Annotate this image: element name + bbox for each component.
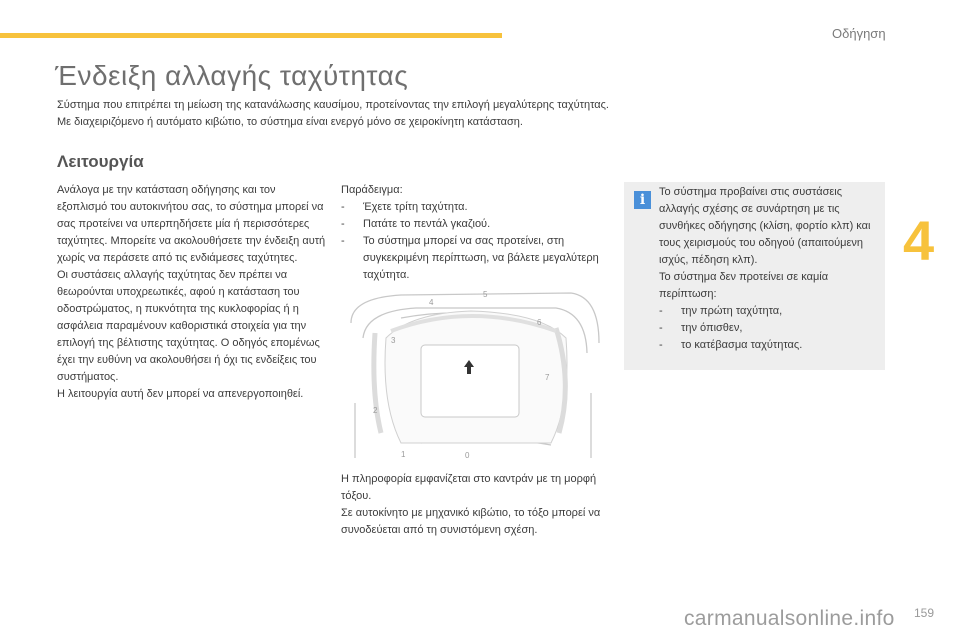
left-column [57, 182, 327, 403]
section-subheading: Λειτουργία [57, 152, 144, 171]
info-paragraph: Το σύστημα προβαίνει στις συστάσεις αλλαγής σχέσης σε συνάρτηση με τις συνθήκες οδήγησης (κλίση, φορτίο κλπ) και τους χειρισμούς του οδηγού (απαιτούμενη ισχύς, πέδηση κλπ). [659, 186, 871, 266]
example-heading: Παράδειγμα: [341, 184, 403, 196]
example-step: - Το σύστημα μπορεί να σας προτείνει, στη συγκεκριμένη περίπτωση, να βάλετε μεγαλύτερη ταχύτητα. [341, 233, 601, 284]
watermark: carmanualsonline.info [684, 607, 895, 630]
page-number: 159 [914, 606, 935, 620]
gauge-number: 2 [373, 406, 378, 415]
figure-caption [341, 471, 601, 539]
gauge-number: 0 [465, 451, 470, 460]
paragraph: Η πληροφορία εμφανίζεται στο καντράν με τη μορφή τόξου. [341, 473, 597, 502]
instrument-cluster-illustration [341, 283, 602, 461]
info-box [624, 182, 885, 370]
info-paragraph: Το σύστημα δεν προτείνει σε καμία περίπτωση: [659, 271, 829, 300]
intro-line: Σύστημα που επιτρέπει τη μείωση της κατανάλωσης καυσίμου, προτείνοντας την επιλογή μεγαλύτερης ταχύτητας. [57, 99, 609, 111]
example-column [341, 182, 601, 284]
intro-line: Με διαχειριζόμενο ή αυτόματο κιβώτιο, το σύστημα είναι ενεργό μόνο σε χειροκίνητη κατάσταση. [57, 116, 523, 128]
paragraph: Οι συστάσεις αλλαγής ταχύτητας δεν πρέπει να θεωρούνται υποχρεωτικές, αφού η κατάσταση του οδοστρώματος, η πυκνότητα της κυκλοφορίας ή η ασφάλεια παραμένουν καθοριστικά στοιχεία για την επιλογή της βέλτιστης ταχύτητας. Ο οδηγός επομένως έχει την ευθύνη να ακολουθήσει ή όχι τις ενδείξεις του συστήματος. [57, 269, 320, 383]
example-steps [341, 199, 601, 284]
info-text [659, 184, 874, 354]
example-step: - Έχετε τρίτη ταχύτητα. [341, 199, 601, 216]
gauge-number: 4 [429, 298, 434, 307]
gauge-number: 3 [391, 336, 396, 345]
intro-text [57, 97, 737, 131]
info-list-item: - το κατέβασμα ταχύτητας. [659, 337, 874, 354]
page-title: Ένδειξη αλλαγής ταχύτητας [55, 60, 409, 91]
info-list-item: - την πρώτη ταχύτητα, [659, 303, 874, 320]
info-icon: i [634, 191, 651, 209]
paragraph: Η λειτουργία αυτή δεν μπορεί να απενεργοποιηθεί. [57, 388, 304, 400]
gauge-number: 5 [483, 290, 488, 299]
paragraph: Σε αυτοκίνητο με μηχανικό κιβώτιο, το τόξο μπορεί να συνοδεύεται από τη συνιστόμενη σχέση. [341, 507, 601, 536]
example-step: - Πατάτε το πεντάλ γκαζιού. [341, 216, 601, 233]
section-header: Οδήγηση [832, 26, 886, 41]
gauge-number: 1 [401, 450, 406, 459]
info-list [659, 303, 874, 354]
gauge-number: 7 [545, 373, 550, 382]
chapter-number: 4 [903, 209, 935, 272]
info-list-item: - την όπισθεν, [659, 320, 874, 337]
paragraph: Ανάλογα με την κατάσταση οδήγησης και τον εξοπλισμό του αυτοκινήτου σας, το σύστημα μπορεί να σας προτείνει να υπερπηδήσετε μία ή περισσότερες ταχύτητες. Μπορείτε να ακολουθήσετε την ένδειξη αυτή χωρίς να περάσετε από τις ενδιάμεσες ταχύτητες. [57, 184, 326, 264]
top-accent-bar [0, 33, 502, 38]
gauge-number: 6 [537, 318, 542, 327]
